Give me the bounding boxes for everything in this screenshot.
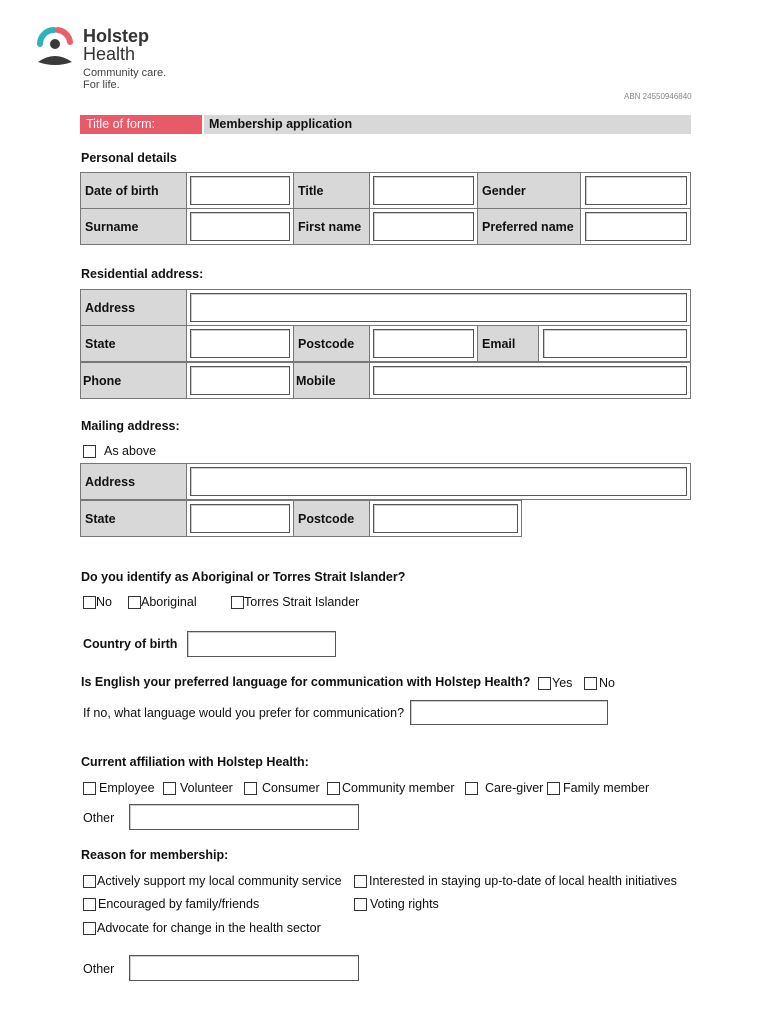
employee-label: Employee [99, 781, 155, 795]
reason-heading: Reason for membership: [81, 848, 229, 862]
gender-input[interactable] [585, 176, 687, 205]
reason-interested-label: Interested in staying up-to-date of local health initiatives [369, 874, 677, 888]
volunteer-checkbox[interactable] [163, 782, 176, 795]
reason-encouraged-label: Encouraged by family/friends [98, 897, 260, 911]
label-first-name: First name [293, 208, 370, 245]
residential-heading: Residential address: [81, 267, 204, 281]
volunteer-label: Volunteer [180, 781, 233, 795]
family-member-checkbox[interactable] [547, 782, 560, 795]
email-input[interactable] [543, 329, 687, 358]
care-giver-checkbox[interactable] [465, 782, 478, 795]
english-no-label: No [599, 676, 615, 690]
title-input[interactable] [373, 176, 474, 205]
reason-interested-checkbox[interactable] [354, 875, 367, 888]
label-mail-address: Address [80, 463, 187, 500]
logo-name-line2: Health [83, 44, 136, 64]
mailing-heading: Mailing address: [81, 419, 180, 433]
label-mobile: Mobile [293, 362, 370, 399]
country-label: Country of birth [83, 637, 178, 651]
logo-name-line1: Holstep [83, 26, 150, 46]
language-question: Is English your preferred language for communication with Holstep Health? [81, 675, 531, 689]
affiliation-other-input[interactable] [129, 804, 359, 830]
reason-advocate-checkbox[interactable] [83, 922, 96, 935]
phone-input[interactable] [190, 366, 290, 395]
reason-support-label: Actively support my local community service [97, 874, 342, 888]
indigenous-no-label: No [96, 595, 112, 609]
res-address-input[interactable] [190, 293, 687, 322]
reason-advocate-label: Advocate for change in the health sector [97, 921, 321, 935]
form-title: Membership application [209, 117, 353, 131]
label-phone: Phone [80, 362, 187, 399]
reason-voting-checkbox[interactable] [354, 898, 367, 911]
english-yes-checkbox[interactable] [538, 677, 551, 690]
reason-support-checkbox[interactable] [83, 875, 96, 888]
family-member-label: Family member [563, 781, 650, 795]
label-preferred-name: Preferred name [477, 208, 581, 245]
language-followup-label: If no, what language would you prefer for communication? [83, 706, 405, 720]
consumer-label: Consumer [262, 781, 320, 795]
first-name-input[interactable] [373, 212, 474, 241]
label-surname: Surname [80, 208, 187, 245]
res-state-input[interactable] [190, 329, 290, 358]
english-no-checkbox[interactable] [584, 677, 597, 690]
reason-voting-label: Voting rights [370, 897, 439, 911]
mobile-input[interactable] [373, 366, 687, 395]
preferred-language-input[interactable] [410, 700, 608, 725]
community-member-checkbox[interactable] [327, 782, 340, 795]
label-res-address: Address [80, 289, 187, 326]
mail-postcode-input[interactable] [373, 504, 518, 533]
affiliation-heading: Current affiliation with Holstep Health: [81, 755, 309, 769]
consumer-checkbox[interactable] [244, 782, 257, 795]
reason-encouraged-checkbox[interactable] [83, 898, 96, 911]
logo-tagline-2: For life. [83, 79, 120, 91]
aboriginal-label: Aboriginal [141, 595, 197, 609]
label-gender: Gender [477, 172, 581, 209]
torres-strait-checkbox[interactable] [231, 596, 244, 609]
country-of-birth-input[interactable] [187, 631, 336, 657]
date-of-birth-input[interactable] [190, 176, 290, 205]
label-title: Title [293, 172, 370, 209]
label-mail-postcode: Postcode [293, 500, 370, 537]
reason-other-input[interactable] [129, 955, 359, 981]
employee-checkbox[interactable] [83, 782, 96, 795]
surname-input[interactable] [190, 212, 290, 241]
preferred-name-input[interactable] [585, 212, 687, 241]
as-above-label: As above [104, 444, 157, 458]
label-email: Email [477, 325, 539, 362]
personal-heading: Personal details [81, 151, 177, 165]
logo-tagline-1: Community care. [83, 67, 167, 79]
as-above-checkbox[interactable] [83, 445, 96, 458]
care-giver-label: Care-giver [485, 781, 544, 795]
torres-strait-label: Torres Strait Islander [244, 595, 360, 609]
label-res-state: State [80, 325, 187, 362]
abn: ABN 24550946840 [624, 92, 692, 101]
mail-state-input[interactable] [190, 504, 290, 533]
indigenous-question: Do you identify as Aboriginal or Torres Strait Islander? [81, 570, 406, 584]
indigenous-no-checkbox[interactable] [83, 596, 96, 609]
aboriginal-checkbox[interactable] [128, 596, 141, 609]
affiliation-other-label: Other [83, 811, 115, 825]
title-label: Title of form: [86, 117, 155, 131]
label-res-postcode: Postcode [293, 325, 370, 362]
label-mail-state: State [80, 500, 187, 537]
english-yes-label: Yes [552, 676, 573, 690]
label-date-of-birth: Date of birth [80, 172, 187, 209]
logo [30, 22, 180, 92]
holstep-logo-icon [30, 22, 78, 70]
mail-address-input[interactable] [190, 467, 687, 496]
res-postcode-input[interactable] [373, 329, 474, 358]
community-member-label: Community member [342, 781, 455, 795]
reason-other-label: Other [83, 962, 115, 976]
